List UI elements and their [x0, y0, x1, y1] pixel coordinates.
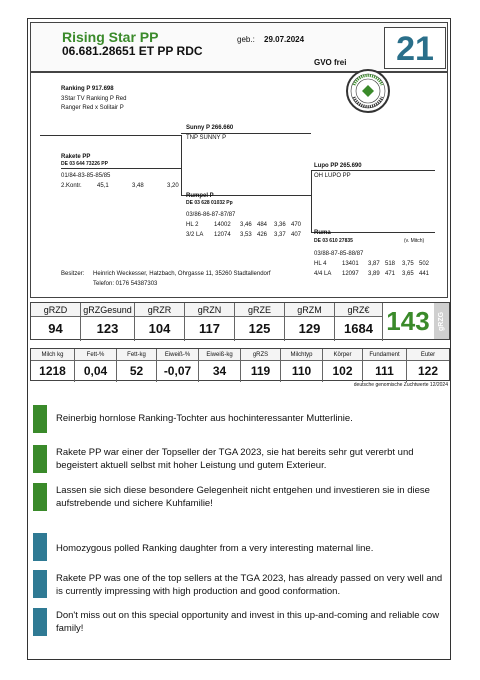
- gg-dam-la-label: 4/4 LA: [314, 271, 332, 277]
- total-score: 143: [386, 306, 430, 336]
- gg-dam-hl-value: 3,87: [368, 261, 380, 267]
- sire-kontr-protein: 3,20: [167, 183, 179, 189]
- sire-kontr-label: 2.Kontr.: [61, 183, 82, 189]
- registration-id: 06.681.28651 ET PP RDC: [62, 44, 203, 58]
- dam-la-value: 426: [257, 232, 268, 238]
- gg-dam-hl-value: 502: [419, 261, 430, 267]
- genomic-value: 1684: [344, 321, 373, 336]
- production-value: 0,04: [83, 364, 108, 378]
- production-cell: [281, 349, 323, 382]
- green-bullet-bar: [33, 445, 47, 473]
- dam-name: Rumpel P: [186, 193, 214, 199]
- production-cell: [407, 349, 449, 382]
- production-cell: [363, 349, 407, 382]
- production-value: 122: [417, 364, 439, 378]
- genomic-cell: [135, 303, 185, 341]
- owner-phone: Telefon: 0176 54387303: [93, 281, 158, 287]
- dam-hl-value: 470: [291, 222, 302, 228]
- pedigree-line: [311, 170, 312, 232]
- genomic-header: gRZR: [135, 303, 184, 317]
- sire-line1: 01/84-83-85-85/85: [61, 173, 111, 179]
- gg-dam-la-value: 3,65: [402, 271, 414, 277]
- gg-dam-name: Ruma: [314, 230, 331, 236]
- production-value: -0,07: [163, 364, 192, 378]
- genomic-value: 123: [96, 321, 119, 336]
- production-header: Fett-%: [75, 349, 116, 361]
- production-cell: [75, 349, 117, 382]
- owner-label: Besitzer:: [61, 271, 85, 277]
- gg-dam-id: DE 03 610 27835: [314, 238, 353, 244]
- production-header: Fundament: [363, 349, 406, 361]
- ggs-line1: OH LUPO PP: [314, 173, 351, 179]
- pedigree-line: [311, 170, 435, 171]
- sire-kontr-fat: 3,48: [132, 183, 144, 189]
- german-paragraph: Rakete PP war einer der Topseller der TGA 2023, sie hat bereits sehr gut vererbt und begeistert aktuell selbst mit hoher Leistung und gutem Exterieur.: [56, 447, 414, 471]
- sire-name: Rakete PP: [61, 154, 91, 160]
- pedigree-line: [61, 168, 181, 169]
- gg-dam-note: (v. Mitch): [404, 238, 425, 244]
- dam-la-label: 3/2 LA: [186, 232, 204, 238]
- production-cell: [117, 349, 157, 382]
- pedigree-line: [40, 135, 61, 136]
- genomic-value: 104: [148, 321, 171, 336]
- gg-dam-hl-value: 13401: [342, 261, 359, 267]
- breeding-value-footnote: deutsche genomische Zuchtwerte 12/2024: [353, 382, 448, 388]
- dam-la-value: 3,37: [274, 232, 286, 238]
- gg-dam-hl-value: 518: [385, 261, 396, 267]
- genomic-header: gRZM: [285, 303, 334, 317]
- genomic-cell: [235, 303, 285, 341]
- genomic-cell: [81, 303, 135, 341]
- blue-bullet-bar: [33, 570, 47, 598]
- blue-bullet-bar: [33, 533, 47, 561]
- gg-dam-la-value: 3,89: [368, 271, 380, 277]
- dam-hl-value: 484: [257, 222, 268, 228]
- production-header: Körper: [323, 349, 362, 361]
- production-header: Eiweiß-%: [157, 349, 198, 361]
- genomic-header: gRZN: [185, 303, 234, 317]
- gg-dam-hl-label: HL 4: [314, 261, 327, 267]
- sire-id: DE 03 644 73226 PP: [61, 161, 108, 167]
- gg-dam-la-value: 12097: [342, 271, 359, 277]
- production-cell: [31, 349, 75, 382]
- production-header: gRZS: [241, 349, 280, 361]
- production-value: 111: [375, 364, 394, 378]
- production-header: Euter: [407, 349, 449, 361]
- dam-hl-value: 3,36: [274, 222, 286, 228]
- genomic-cell: [31, 303, 81, 341]
- gg-dam-hl-value: 3,75: [402, 261, 414, 267]
- production-value: 102: [332, 364, 353, 378]
- dam-la-value: 407: [291, 232, 302, 238]
- german-paragraph: Lassen sie sich diese besondere Gelegenheit nicht entgehen und investieren sie in diese aufstrebende und sichere Kuhfamilie!: [56, 485, 430, 509]
- english-paragraph: Don't miss out on this special opportunity and invest in this up-and-coming and reliable cow family!: [56, 610, 440, 634]
- ggs-name: Lupo PP 265.690: [314, 163, 362, 169]
- production-cell: [199, 349, 241, 382]
- total-score-label: gRZG: [434, 303, 449, 339]
- sire-sire-name: Ranking P 917.698: [61, 86, 114, 92]
- dam-la-value: 12074: [214, 232, 231, 238]
- genomic-header: gRZD: [31, 303, 80, 317]
- dam-sire-line1: TNP SUNNY P: [186, 135, 227, 141]
- production-value: 52: [129, 364, 144, 378]
- gg-dam-la-value: 471: [385, 271, 396, 277]
- production-header: Milch kg: [31, 349, 74, 361]
- birth-date: 29.07.2024: [264, 35, 305, 44]
- sire-sire-line1: 3Star TV Ranking P Red: [61, 96, 127, 102]
- production-cell: [157, 349, 199, 382]
- genomic-header: gRZ€: [335, 303, 382, 317]
- dam-la-value: 3,53: [240, 232, 252, 238]
- sire-sire-line2: Ranger Red x Solitair P: [61, 105, 124, 111]
- german-paragraph: Reinerbig hornlose Ranking-Tochter aus hochinteressanter Mutterlinie.: [56, 413, 353, 424]
- lot-number: 21: [384, 27, 446, 69]
- genomic-value: 94: [48, 321, 63, 336]
- animal-name: Rising Star PP: [62, 29, 159, 45]
- owner-text: Heinrich Weckesser, Hatzbach, Ohrgasse 11, 35260 Stadtallendorf: [93, 271, 271, 277]
- production-value: 1218: [39, 364, 66, 378]
- gg-dam-la-value: 441: [419, 271, 430, 277]
- production-header: Fett-kg: [117, 349, 156, 361]
- genomic-cell: [185, 303, 235, 341]
- dam-id: DE 03 628 01032 Pp: [186, 200, 233, 206]
- green-bullet-bar: [33, 405, 47, 433]
- genomic-cell: [285, 303, 335, 341]
- gvo-label: GVO frei: [314, 58, 347, 67]
- production-header: Milchtyp: [281, 349, 322, 361]
- genomic-cell: [335, 303, 383, 341]
- genomic-value: 117: [199, 321, 220, 336]
- blue-bullet-bar: [33, 608, 47, 636]
- production-cell: [323, 349, 363, 382]
- production-cell: [241, 349, 281, 382]
- english-paragraph: Homozygous polled Ranking daughter from a very interesting maternal line.: [56, 543, 374, 554]
- gg-dam-line1: 03/88-87-85-88/87: [314, 251, 364, 257]
- production-value: 119: [250, 364, 271, 378]
- english-paragraph: Rakete PP was one of the top sellers at the TGA 2023, has already passed on very well and is currently impressing with high production and good conformation.: [56, 573, 443, 597]
- production-value: 34: [212, 364, 227, 378]
- green-bullet-bar: [33, 483, 47, 511]
- production-header: Eiweiß-kg: [199, 349, 240, 361]
- sire-kontr-value: 45,1: [97, 183, 109, 189]
- certification-seal-icon: [346, 69, 390, 113]
- genomic-value: 125: [248, 321, 271, 336]
- genomic-value: 129: [298, 321, 321, 336]
- pedigree-line: [61, 135, 181, 136]
- dam-line1: 03/86-86-87-87/87: [186, 212, 236, 218]
- dam-hl-label: HL 2: [186, 222, 199, 228]
- genomic-header: gRZGesund: [81, 303, 134, 317]
- production-table: [30, 348, 450, 381]
- genomic-header: gRZE: [235, 303, 284, 317]
- dam-hl-value: 14002: [214, 222, 231, 228]
- dam-hl-value: 3,46: [240, 222, 252, 228]
- birth-label: geb.:: [237, 35, 255, 44]
- pedigree-line: [181, 135, 182, 195]
- dam-sire-name: Sunny P 266.660: [186, 125, 234, 131]
- production-value: 110: [291, 364, 312, 378]
